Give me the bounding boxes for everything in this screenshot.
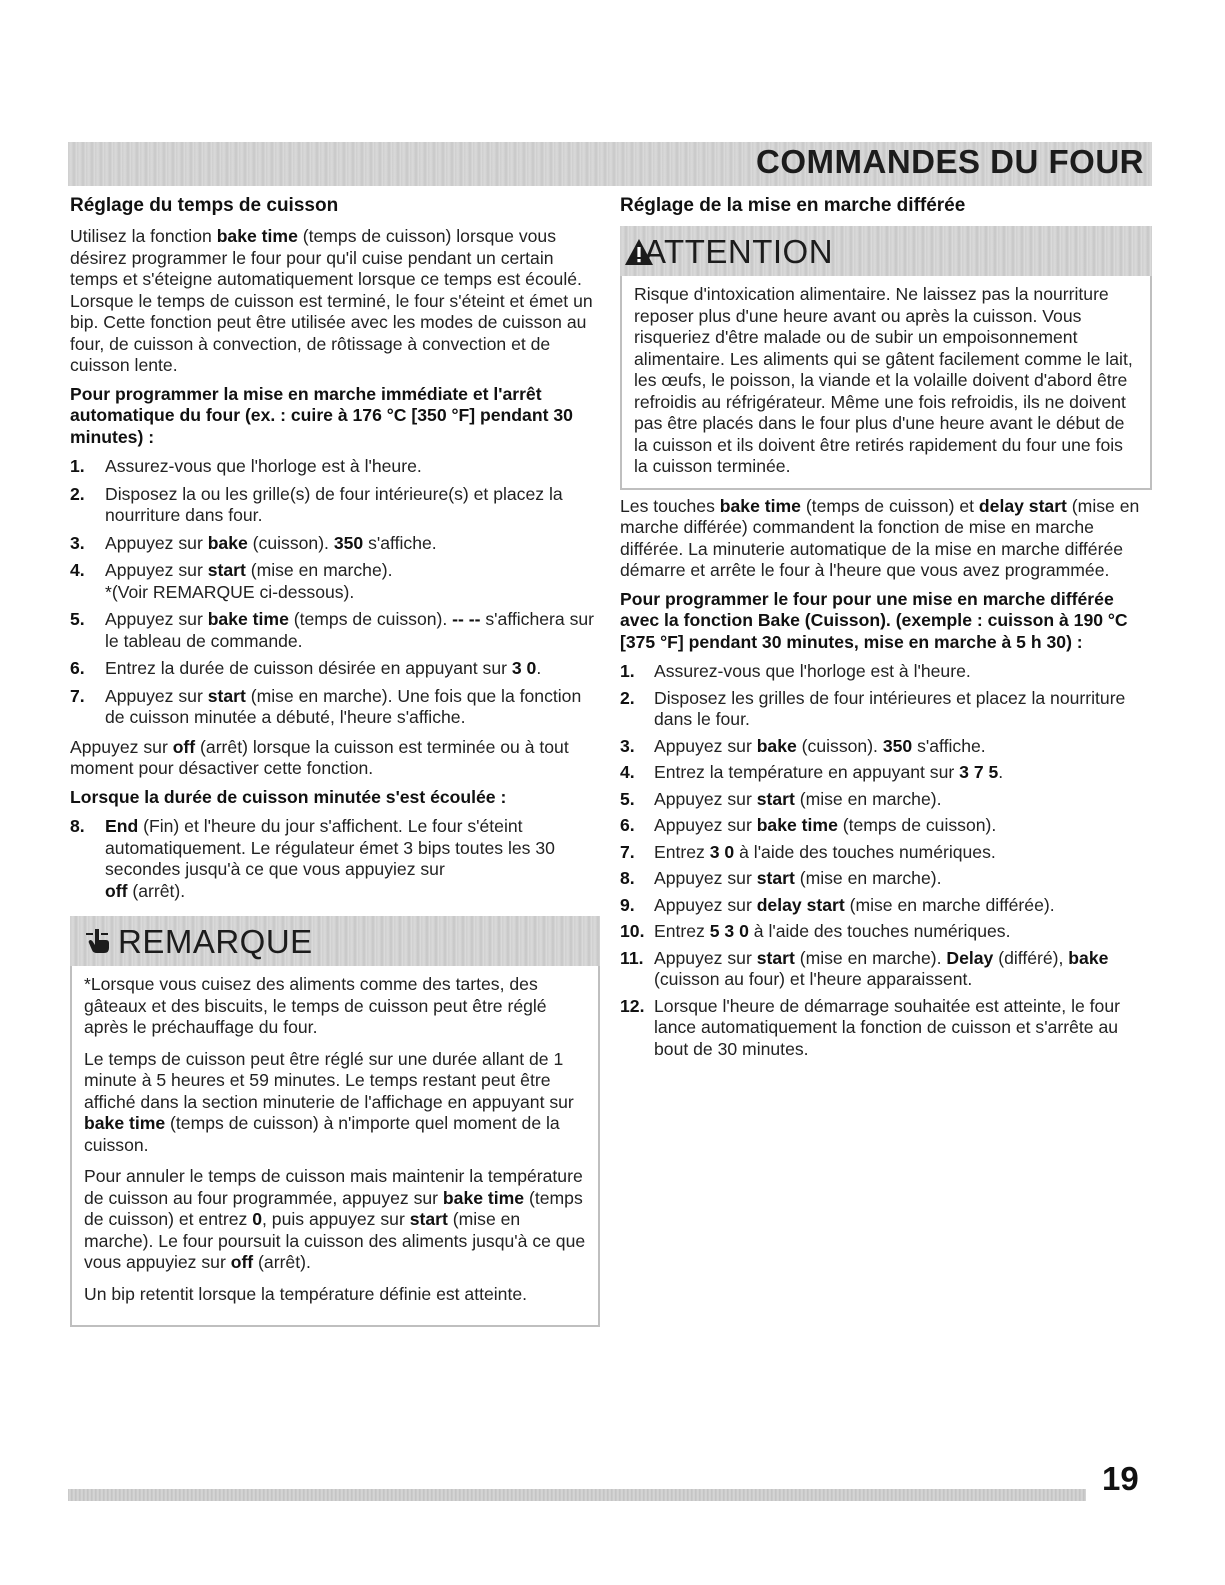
step-item (620, 736, 1152, 758)
section-title: COMMANDES DU FOUR (756, 143, 1144, 180)
heading-delay-start: Réglage de la mise en marche différée (620, 195, 966, 216)
bold-term: 5 3 0 (709, 921, 749, 941)
step-number: 6. (620, 815, 635, 835)
step-number: 7. (70, 685, 85, 706)
step-item (70, 816, 600, 902)
text-run: Risque d'intoxication alimentaire. Ne laissez pas la nourriture reposer plus d'une heure avant ou après la cuisson. Vous risqueriez d'être malade ou de subir un empoisonnement alimentaire. Les aliments qui se gâtent facilement comme le lait, les œufs, le poisson, la viande et la volaille doivent d'abord être refroidis au réfrigérateur. Même une fois refroidis, ils ne doivent pas être placés dans le four plus d'une heure avant le début de la cuisson et ils doivent être retirés rapidement du four une fois la cuisson terminée. (634, 284, 1133, 476)
step-number: 11. (620, 947, 644, 968)
section-banner (68, 142, 1152, 186)
step-item (620, 789, 1152, 811)
bold-term: End (105, 816, 139, 836)
time-elapsed-subheading: Lorsque la durée de cuisson minutée s'est écoulée : (70, 786, 507, 807)
text-run: Appuyez sur (654, 735, 757, 756)
step-number: 4. (620, 762, 635, 782)
step-item (70, 686, 600, 729)
text-run: s'affichera sur le tableau de commande. (105, 609, 595, 651)
text-run: (temps de cuisson) et (800, 495, 979, 516)
text-run: Appuyez sur (105, 609, 208, 629)
text-run: Appuyez sur (654, 947, 757, 968)
step-item (70, 484, 600, 527)
step-number: 10. (620, 921, 645, 941)
bold-term: start (756, 868, 795, 888)
note-paragraph (84, 974, 586, 1039)
text-run: Un bip retentit lorsque la température définie est atteinte. (84, 1283, 528, 1304)
step-item (620, 762, 1152, 784)
text-run: Appuyez sur (654, 894, 757, 915)
bold-term: bake time (216, 226, 298, 246)
text-run: Entrez la température en appuyant sur (654, 762, 960, 782)
step-number: 7. (620, 841, 635, 862)
text-run: Appuyez sur (70, 736, 173, 757)
text-run: . (998, 762, 1004, 782)
attention-text (634, 284, 1138, 478)
bold-term: Delay (946, 947, 994, 968)
step-number: 6. (70, 658, 85, 678)
attention-header (620, 226, 1152, 276)
delay-start-steps (620, 661, 1152, 1060)
bold-term: bake (1068, 947, 1109, 968)
right-column (620, 194, 1152, 1068)
bold-term: 350 (333, 532, 364, 553)
bake-time-steps (70, 456, 600, 729)
text-run: (temps de cuisson) à n'importe quel moment de la cuisson. (84, 1113, 560, 1155)
bold-term: start (756, 788, 795, 809)
text-run: (mise en marche différée). (844, 894, 1055, 915)
step-item (620, 948, 1152, 991)
text-run: (arrêt) lorsque la cuisson est terminée ou à tout moment pour désactiver cette fonction. (70, 736, 569, 778)
step-item (70, 609, 600, 652)
step-number: 2. (70, 483, 85, 504)
note-header (70, 916, 600, 966)
step-item (70, 533, 600, 555)
text-run: Entrez (654, 841, 710, 862)
step-number: 5. (620, 788, 635, 809)
text-run: Utilisez la fonction (70, 226, 217, 246)
bold-term: off (105, 880, 128, 901)
text-run: à l'aide des touches numériques. (748, 921, 1011, 941)
note-paragraph (84, 1166, 586, 1274)
step-number: 3. (620, 735, 635, 756)
text-run: *Lorsque vous cuisez des aliments comme des tartes, des gâteaux et des biscuits, le temps de cuisson peut être réglé après le préchauffage du four. (84, 974, 547, 1037)
bold-term: 3 0 (709, 841, 735, 862)
text-run: (temps de cuisson). (288, 609, 453, 629)
bold-term: start (409, 1209, 448, 1229)
bold-term: 350 (882, 735, 913, 756)
text-run: , puis appuyez sur (262, 1209, 410, 1229)
bold-term: bake time (719, 495, 801, 516)
step-item (620, 895, 1152, 917)
bold-term: bake time (84, 1113, 166, 1133)
text-run: Les touches (620, 495, 720, 516)
text-run: Appuyez sur (654, 815, 757, 835)
text-run: *(Voir REMARQUE ci-dessous). (105, 581, 355, 602)
text-run: à l'aide des touches numériques. (734, 841, 996, 862)
step-number: 9. (620, 894, 635, 915)
bold-term: 0 (252, 1209, 263, 1229)
step-number: 12. (620, 995, 645, 1016)
note-label: REMARQUE (118, 923, 313, 960)
bold-term: start (756, 947, 795, 968)
step-item (620, 688, 1152, 731)
step-number: 2. (620, 687, 635, 708)
delay-start-subheading: Pour programmer le four pour une mise en marche différée avec la fonction Bake (Cuisson). (exemple : cuisson à 190 °C [375 °F] pendant 30 minutes, mise en marche à 5 h 30) : (620, 588, 1128, 652)
bold-term: bake time (207, 609, 289, 629)
step-number: 8. (70, 816, 85, 836)
bold-term: 3 7 5 (959, 762, 999, 782)
text-run: (arrêt). (127, 880, 186, 901)
text-run: (temps de cuisson). (837, 815, 997, 835)
text-run: Appuyez sur (654, 788, 757, 809)
step-number: 8. (620, 868, 635, 888)
note-paragraph (84, 1049, 586, 1157)
text-run: (cuisson au four) et l'heure apparaissent. (654, 969, 973, 989)
text-run: Assurez-vous que l'horloge est à l'heure. (105, 456, 422, 476)
text-run: (arrêt). (253, 1252, 311, 1272)
bold-term: bake (207, 532, 248, 553)
text-run: Entrez la durée de cuisson désirée en appuyant sur (105, 658, 512, 678)
bold-term: off (172, 736, 196, 757)
step-item (620, 815, 1152, 837)
text-run: . (536, 658, 542, 678)
text-run: Appuyez sur (105, 560, 208, 580)
off-paragraph (70, 737, 600, 780)
bold-term: off (230, 1252, 254, 1272)
text-run: (mise en marche). (794, 868, 942, 888)
delay-start-intro (620, 496, 1152, 582)
bake-time-intro (70, 226, 600, 377)
text-run: Appuyez sur (105, 685, 208, 706)
step-item (620, 868, 1152, 890)
text-run: (temps de cuisson) et entrez (84, 1187, 583, 1229)
text-run: Le temps de cuisson peut être réglé sur une durée allant de 1 minute à 5 heures et 59 minutes. Le temps restant peut être affiché dans la section minuterie de l'affichage en appuyant sur (84, 1048, 574, 1112)
text-run: (temps de cuisson) lorsque vous désirez programmer le four pour qu'il cuise pendant un certain temps et s'éteigne automatiquement lorsque ce temps est écoulé. Lorsque le temps de cuisson est terminé, le four s'éteint et émet un bip. Cette fonction peut être utilisée avec les modes de cuisson au four, de cuisson à convection, de rôtissage à convection et de cuisson lente. (70, 226, 593, 375)
step-item (70, 560, 600, 603)
text-run: (cuisson). (796, 735, 883, 756)
bold-term: -- -- (452, 609, 481, 629)
text-run: (Fin) et l'heure du jour s'affichent. Le four s'éteint automatiquement. Le régulateur émet 3 bips toutes les 30 secondes jusqu'à ce que vous appuyiez sur (105, 816, 555, 879)
bold-term: delay start (978, 495, 1067, 516)
text-run: s'affiche. (912, 735, 986, 756)
bold-term: start (207, 685, 246, 706)
step-number: 5. (70, 609, 85, 629)
step-item (620, 842, 1152, 864)
text-run: (différé), (993, 947, 1069, 968)
note-body (70, 966, 600, 1327)
note-box (70, 916, 600, 1327)
attention-body (620, 276, 1152, 490)
step-item (620, 996, 1152, 1061)
text-run: (cuisson). (247, 532, 334, 553)
step-item (620, 661, 1152, 683)
step-number: 3. (70, 532, 85, 553)
text-run: Pour annuler le temps de cuisson mais maintenir la température de cuisson au four programmée, appuyez sur (84, 1166, 583, 1208)
text-run: (mise en marche différée) commandent la fonction de mise en marche différée. La minuterie automatique de la mise en marche différée démarre et arrête le four à l'heure que vous avez programmée. (620, 495, 1140, 580)
note-pointer-icon (86, 926, 112, 961)
page-number: 19 (1102, 1460, 1139, 1497)
bold-term: start (207, 560, 246, 580)
attention-label: ATTENTION (644, 233, 834, 270)
time-elapsed-steps (70, 816, 600, 902)
text-run: Disposez la ou les grille(s) de four intérieure(s) et placez la nourriture dans four. (105, 483, 563, 525)
note-paragraph (84, 1284, 586, 1306)
text-run: (mise en marche). (794, 947, 947, 968)
text-run: Entrez (654, 921, 710, 941)
left-column (70, 194, 600, 1327)
step-item (620, 921, 1152, 943)
bold-term: bake time (442, 1187, 525, 1208)
text-run: (mise en marche). Le four poursuit la cuisson des aliments jusqu'à ce que vous appuyiez sur (84, 1209, 586, 1272)
immediate-start-subheading: Pour programmer la mise en marche immédiate et l'arrêt automatique du four (ex. : cuire à 176 °C [350 °F] pendant 30 minutes) : (70, 383, 573, 447)
text-run: Appuyez sur (105, 532, 208, 553)
bold-term: bake time (756, 815, 838, 835)
text-run: (mise en marche). (245, 560, 393, 580)
step-number: 4. (70, 560, 85, 580)
text-run: Lorsque l'heure de démarrage souhaitée est atteinte, le four lance automatiquement la fonction de cuisson et s'arrête au bout de 30 minutes. (654, 995, 1120, 1059)
text-run: Disposez les grilles de four intérieures et placez la nourriture dans le four. (654, 687, 1126, 729)
text-run: (mise en marche). Une fois que la fonction de cuisson minutée a débuté, l'heure s'affiche. (105, 685, 582, 727)
attention-box (620, 226, 1152, 490)
bold-term: 3 0 (511, 658, 537, 678)
bold-term: delay start (756, 894, 845, 915)
heading-bake-time: Réglage du temps de cuisson (70, 195, 339, 216)
text-run: Appuyez sur (654, 868, 757, 888)
footer-bar (68, 1489, 1086, 1501)
step-item (70, 658, 600, 680)
text-run: s'affiche. (363, 532, 437, 553)
text-run: (mise en marche). (794, 788, 942, 809)
bold-term: bake (756, 735, 797, 756)
text-run: Assurez-vous que l'horloge est à l'heure. (654, 661, 971, 681)
step-item (70, 456, 600, 478)
step-number: 1. (70, 456, 85, 476)
step-number: 1. (620, 661, 635, 681)
